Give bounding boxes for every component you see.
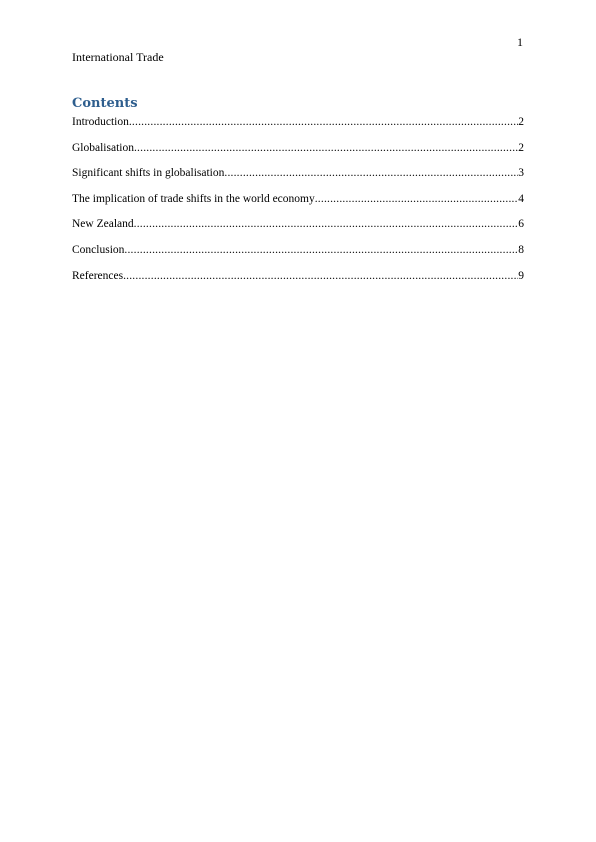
toc-entry-title: Globalisation	[72, 141, 134, 154]
toc-heading: Contents	[72, 96, 138, 111]
toc-entry-new-zealand[interactable]	[72, 217, 524, 231]
toc-dot-leader	[134, 217, 519, 231]
toc-entry-title: Conclusion	[72, 243, 125, 256]
toc-entry-page: 2	[518, 141, 524, 154]
toc-entry-conclusion[interactable]	[72, 243, 524, 257]
toc-entry-title: New Zealand	[72, 218, 134, 231]
toc-entry-page: 8	[518, 243, 524, 256]
toc-entry-page: 4	[518, 192, 524, 205]
toc-entry-page: 2	[518, 116, 524, 128]
toc-entry-introduction[interactable]	[72, 115, 524, 129]
toc-dot-leader	[315, 192, 519, 206]
table-of-contents	[72, 115, 524, 294]
toc-entry-significant-shifts[interactable]	[72, 166, 524, 180]
page-number: 1	[517, 35, 523, 49]
toc-entry-implication-of-trade-shifts[interactable]	[72, 192, 524, 206]
toc-entry-title: Significant shifts in globalisation	[72, 167, 225, 180]
toc-entry-globalisation[interactable]	[72, 141, 524, 155]
toc-entry-title: Introduction	[72, 116, 129, 128]
toc-entry-page: 3	[518, 167, 524, 180]
running-head: International Trade	[72, 50, 164, 64]
toc-dot-leader	[123, 269, 518, 283]
toc-entry-title: References	[72, 269, 124, 282]
toc-dot-leader	[134, 141, 518, 155]
toc-dot-leader	[129, 115, 518, 129]
toc-entry-title: The implication of trade shifts in the world economy	[72, 192, 315, 205]
toc-entry-page: 6	[518, 218, 524, 231]
toc-entry-references[interactable]	[72, 269, 524, 283]
toc-dot-leader	[124, 243, 518, 257]
toc-entry-page: 9	[518, 269, 524, 282]
toc-dot-leader	[224, 166, 518, 180]
